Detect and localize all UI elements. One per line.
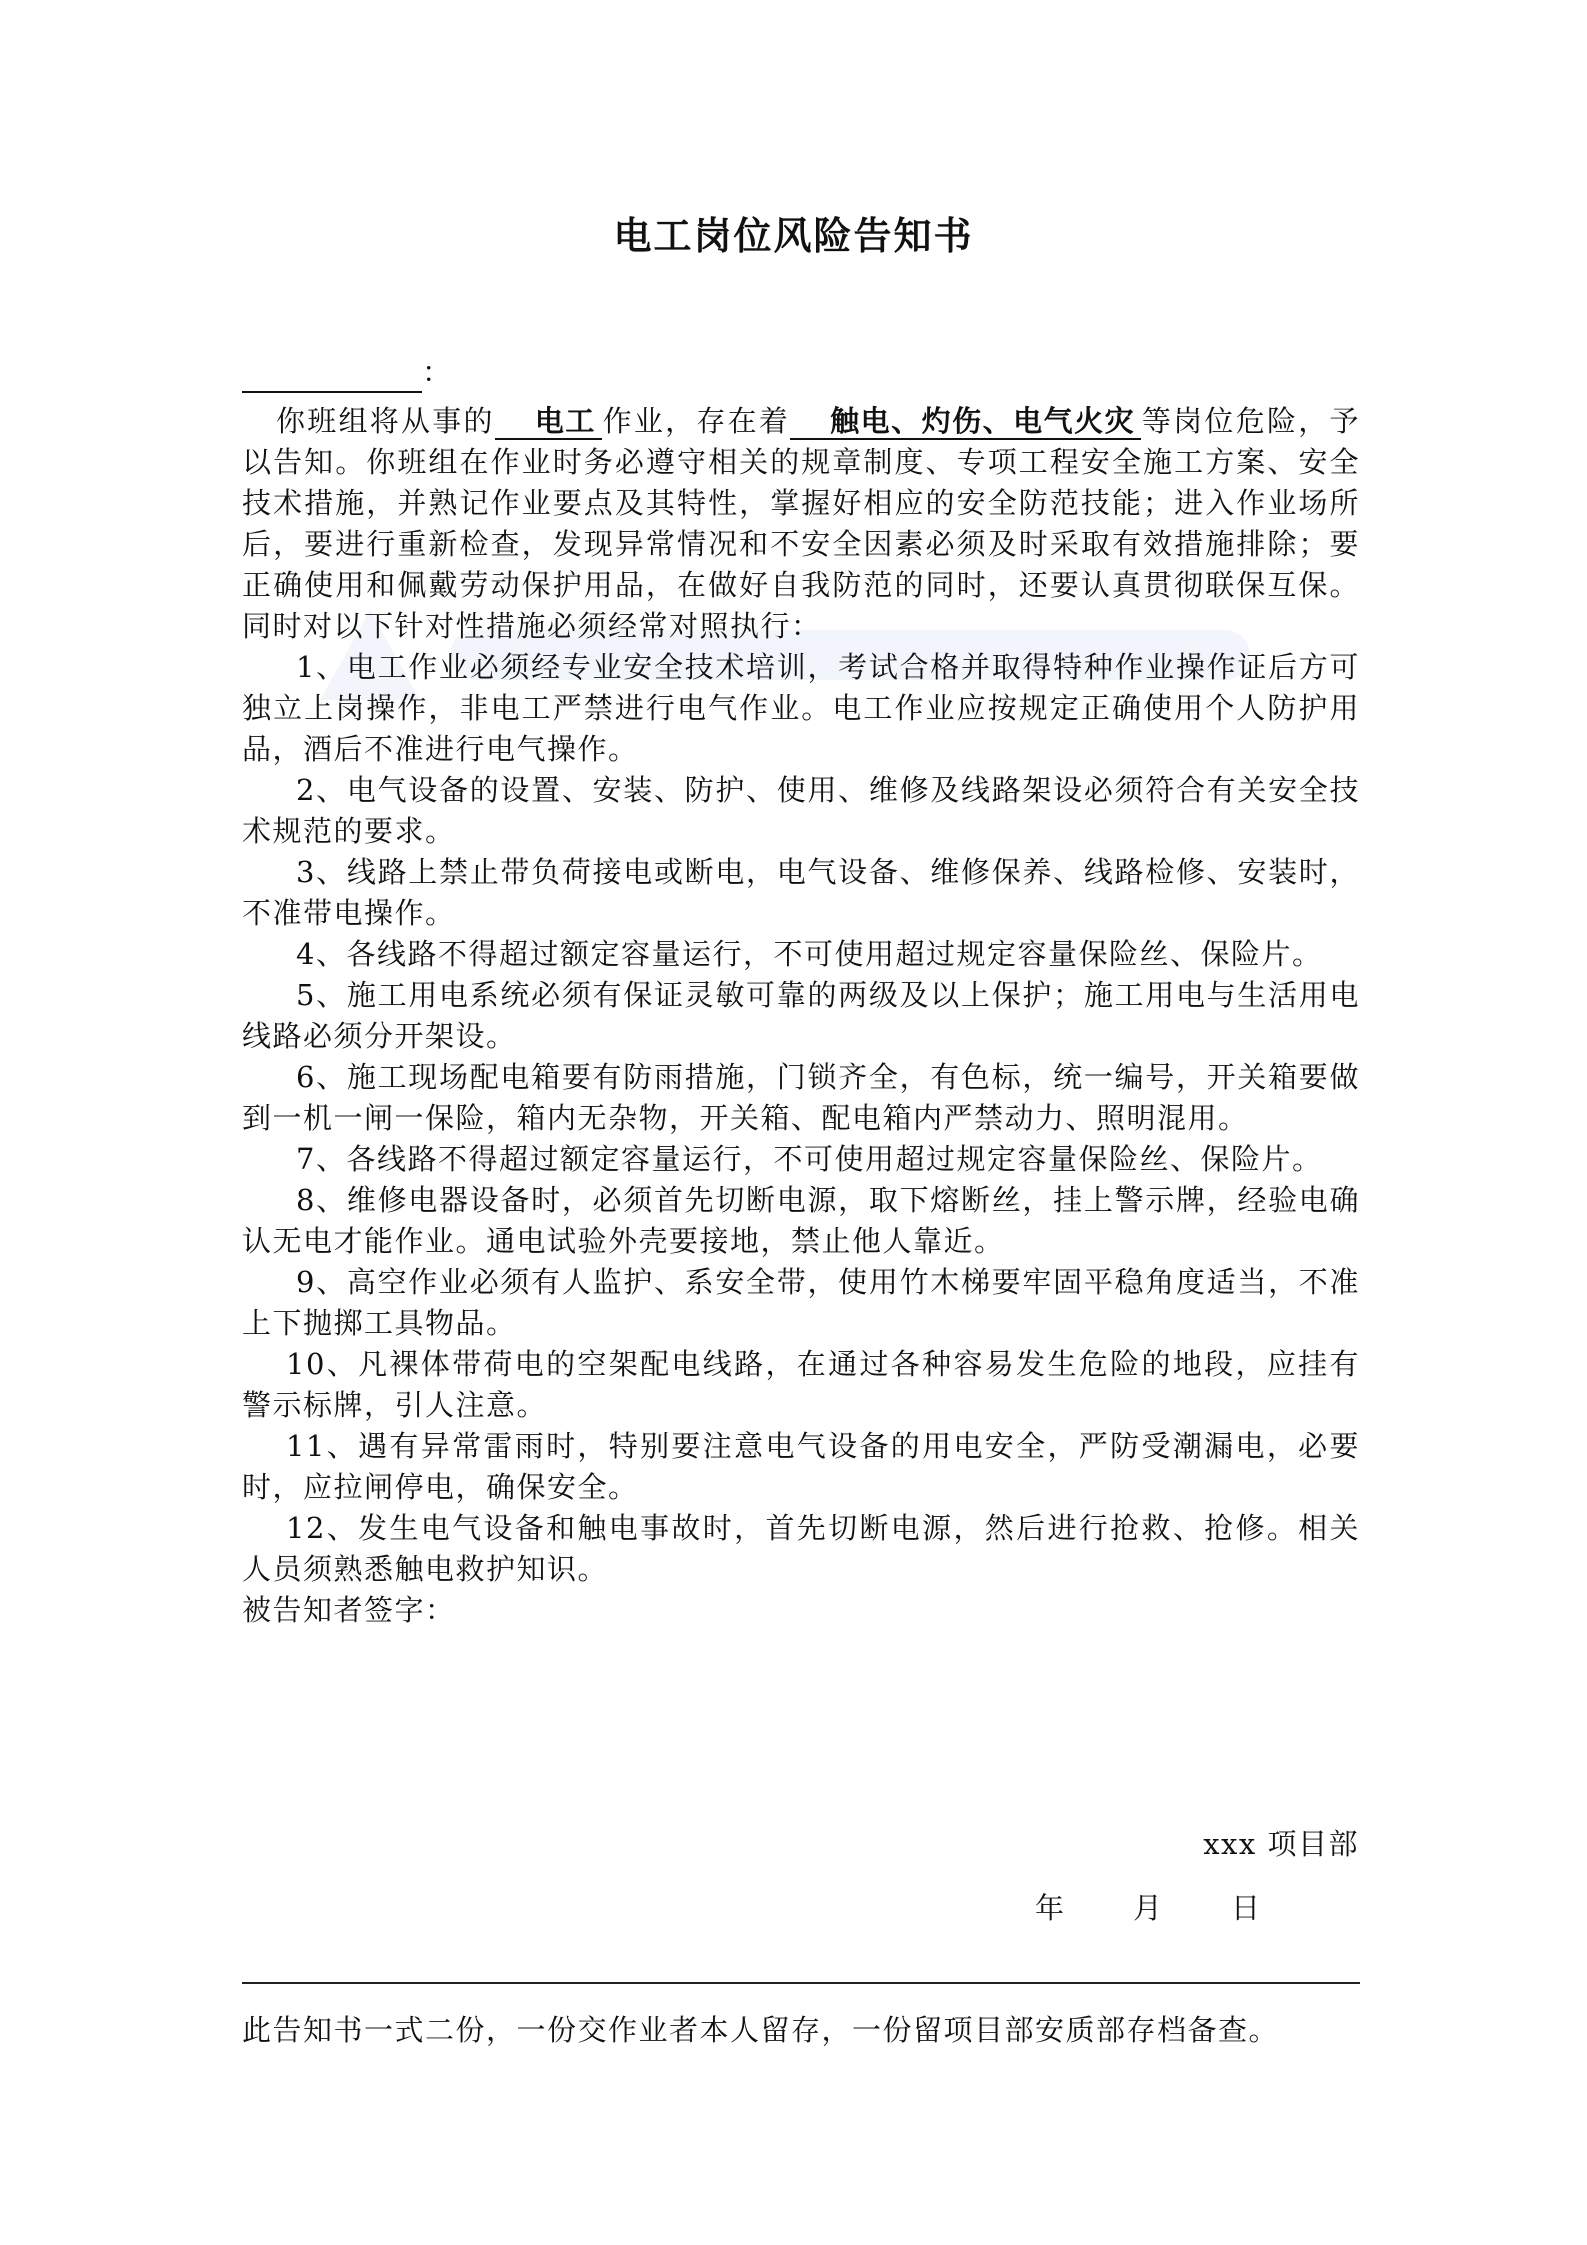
footer-divider [242,1982,1360,1984]
measure-item: 6、施工现场配电箱要有防雨措施，门锁齐全，有色标，统一编号，开关箱要做到一机一闸一保险，箱内无杂物，开关箱、配电箱内严禁动力、照明混用。 [242,1060,1360,1135]
intro-paragraph [242,401,1360,647]
hazards-field: 触电、灼伤、电气火灾 [790,404,1141,440]
date-day: 日 [1231,1891,1261,1925]
measure-item: 8、维修电器设备时，必须首先切断电源，取下熔断丝，挂上警示牌，经验电确认无电才能作业。通电试验外壳要接地，禁止他人靠近。 [242,1183,1360,1258]
measure-item: 2、电气设备的设置、安装、防护、使用、维修及线路架设必须符合有关安全技术规范的要求。 [242,773,1360,848]
measure-item: 12、发生电气设备和触电事故时，首先切断电源，然后进行抢救、抢修。相关人员须熟悉触电救护知识。 [242,1511,1360,1586]
intro-before-work: 你班组将从事的 [276,404,495,438]
date-year: 年 [1035,1891,1065,1925]
date-month: 月 [1133,1891,1163,1925]
measure-item: 4、各线路不得超过额定容量运行，不可使用超过规定容量保险丝、保险片。 [296,937,1323,971]
intro-after: 等岗位危险，予以告知。你班组在作业时务必遵守相关的规章制度、专项工程安全施工方案、安全技术措施，并熟记作业要点及其特性，掌握好相应的安全防范技能；进入作业场所后，要进行重新检查，发现异常情况和不安全因素必须及时采取有效措施排除；要正确使用和佩戴劳动保护用品，在做好自我防范的同时，还要认真贯彻联保互保。同时对以下针对性措施必须经常对照执行： [242,404,1360,643]
intro-middle: 作业，存在着 [601,404,791,438]
measure-item: 11、遇有异常雷雨时，特别要注意电气设备的用电安全，严防受潮漏电，必要时，应拉闸停电，确保安全。 [242,1429,1360,1504]
measure-item: 9、高空作业必须有人监护、系安全带，使用竹木梯要牢固平稳角度适当，不准上下抛掷工具物品。 [242,1265,1360,1340]
document-title: 电工岗位风险告知书 [613,213,974,258]
department-name: xxx 项目部 [1203,1827,1359,1861]
measure-item: 3、线路上禁止带负荷接电或断电，电气设备、维修保养、线路检修、安装时，不准带电操作。 [242,855,1360,930]
measure-item: 10、凡裸体带荷电的空架配电线路，在通过各种容易发生危险的地段，应挂有警示标牌，引人注意。 [242,1347,1360,1422]
date-line [1035,1886,1260,1927]
measures-list [242,647,1360,1631]
addressee-line [242,352,1360,393]
addressee-colon: ： [422,355,453,389]
footnote: 此告知书一式二份，一份交作业者本人留存，一份留项目部安质部存档备查。 [242,2013,1280,2047]
measure-item: 7、各线路不得超过额定容量运行，不可使用超过规定容量保险丝、保险片。 [296,1142,1323,1176]
addressee-blank [242,361,422,393]
work-type-field: 电工 [495,404,602,440]
sign-label: 被告知者签字： [242,1593,456,1627]
measure-item: 5、施工用电系统必须有保证灵敏可靠的两级及以上保护；施工用电与生活用电线路必须分开架设。 [242,978,1360,1053]
measure-item: 1、电工作业必须经专业安全技术培训，考试合格并取得特种作业操作证后方可独立上岗操作，非电工严禁进行电气作业。电工作业应按规定正确使用个人防护用品，酒后不准进行电气操作。 [242,650,1360,766]
